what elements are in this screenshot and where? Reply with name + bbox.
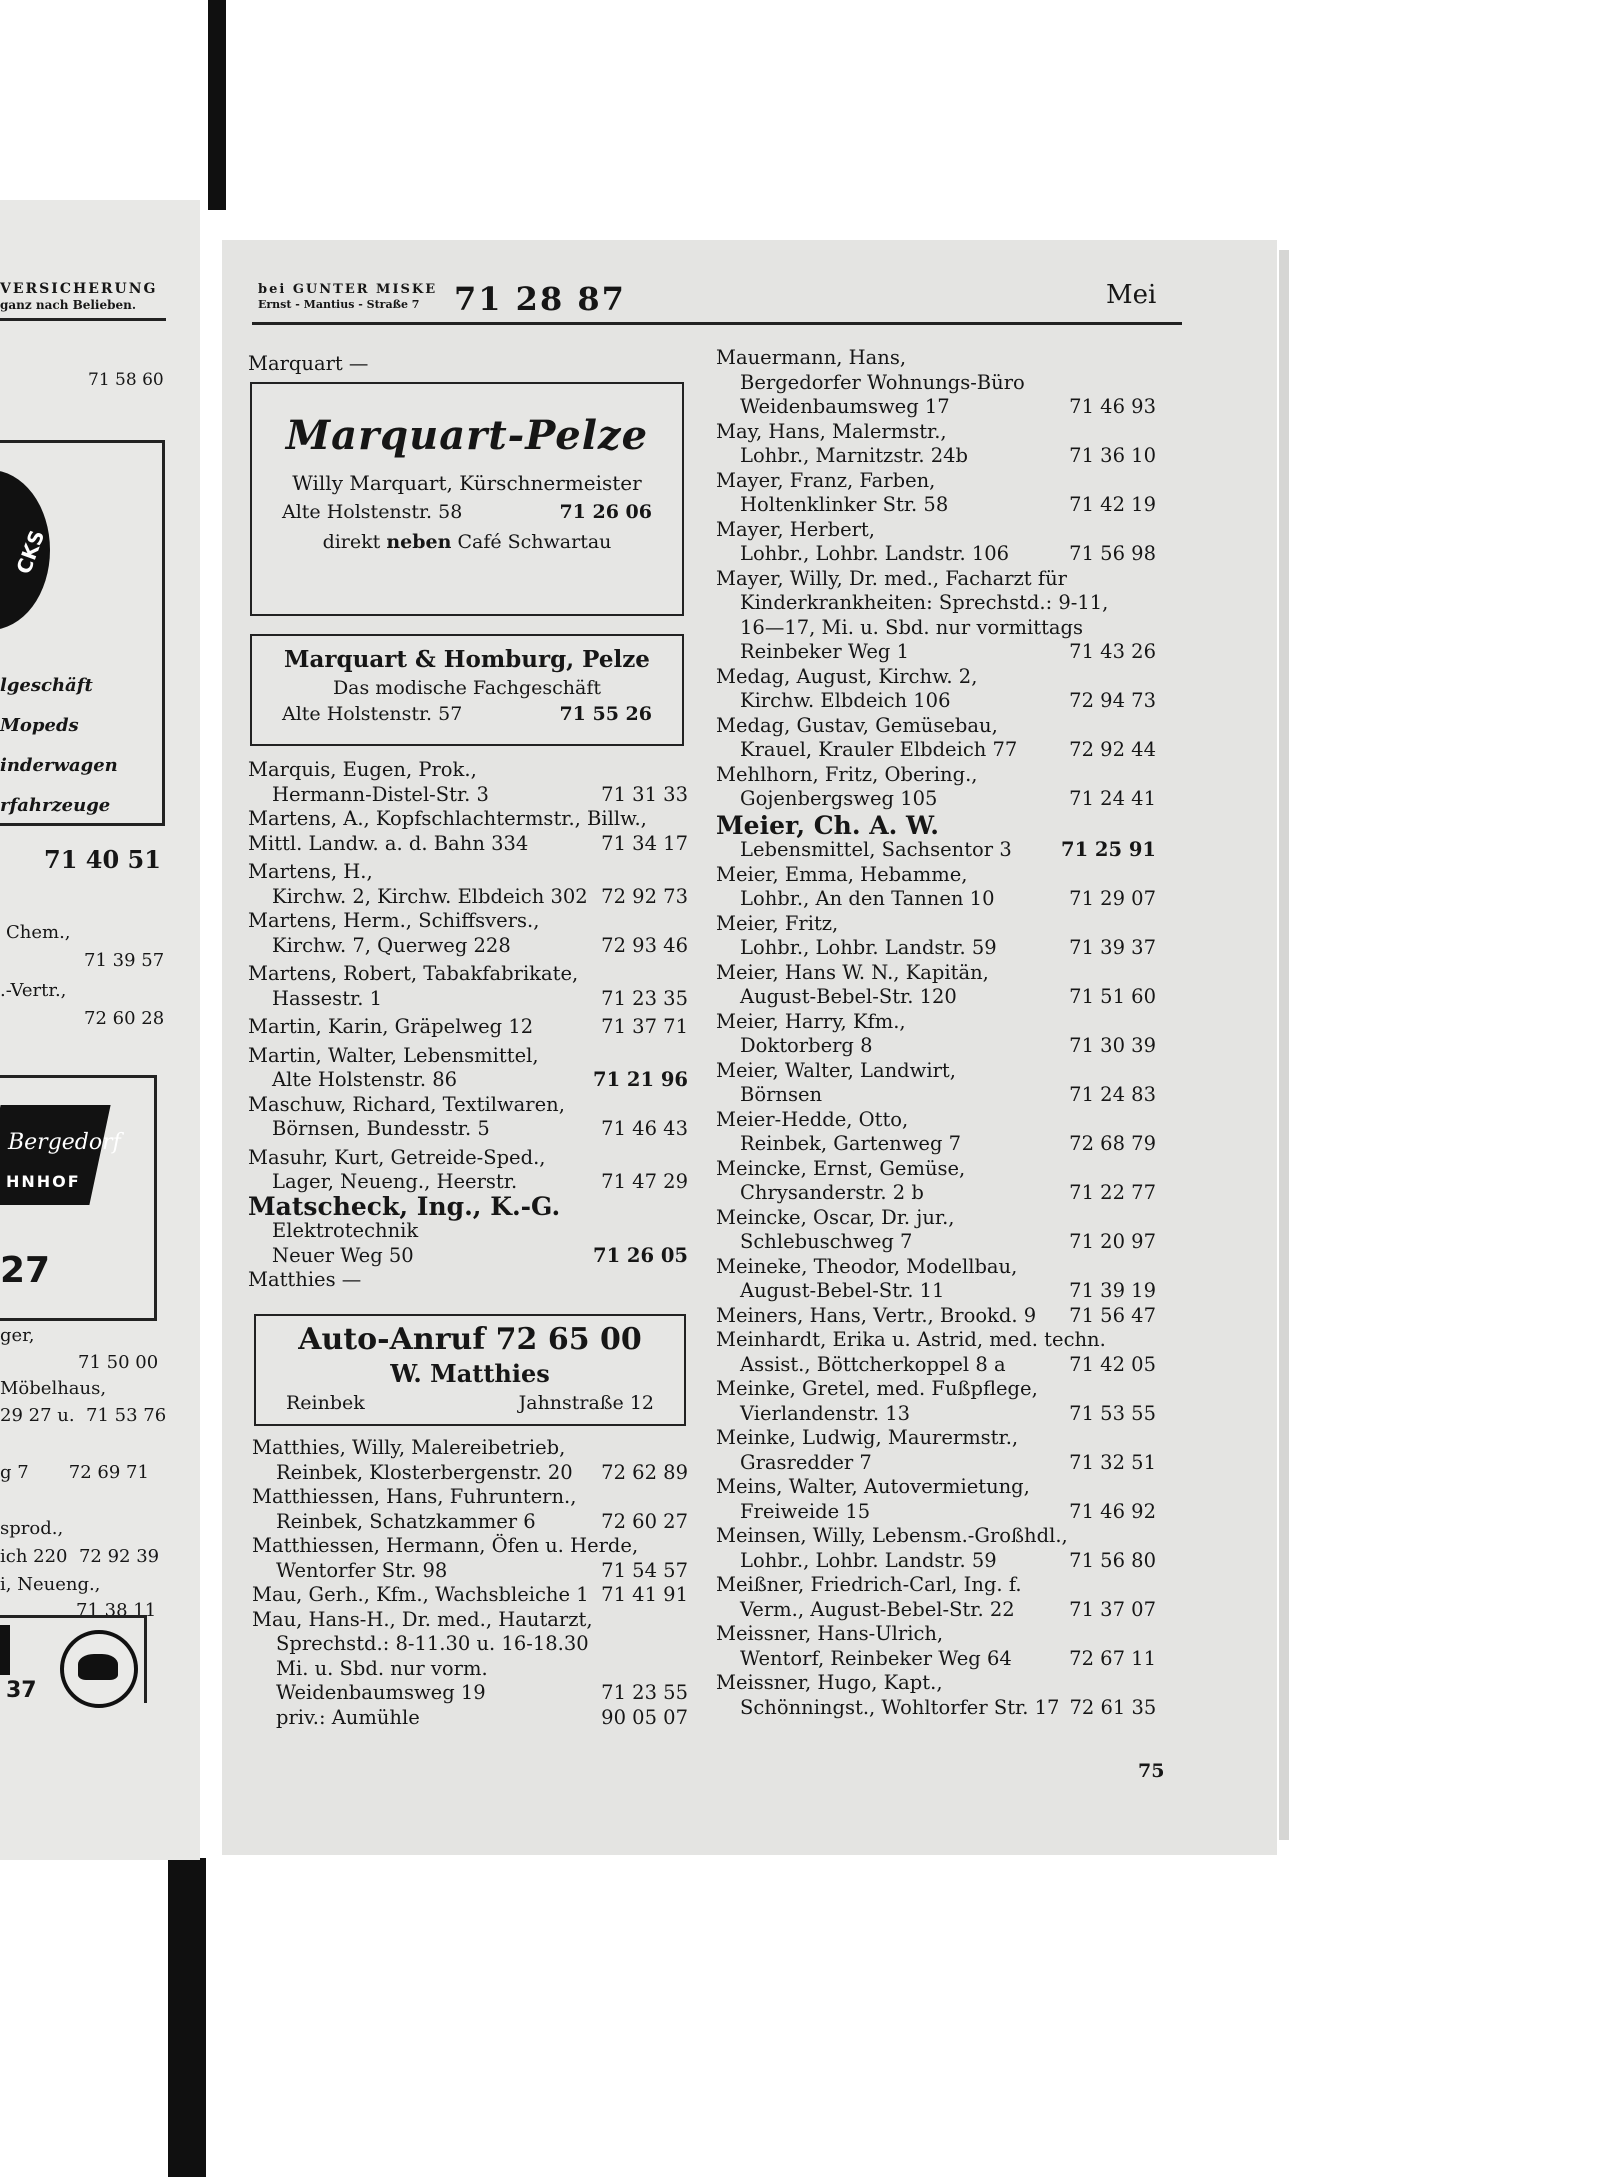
- entry-name: Mayer, Willy, Dr. med., Facharzt für: [716, 566, 1067, 590]
- entry-name: Mau, Gerh., Kfm., Wachsbleiche 1: [252, 1583, 589, 1606]
- entry-name: Martens, Herm., Schiffsvers.,: [248, 909, 540, 932]
- entry-phone: 71 37 07: [1069, 1597, 1156, 1621]
- ad-street: Jahnstraße 12: [518, 1392, 654, 1414]
- entry-detail: 16—17, Mi. u. Sbd. nur vormittags: [740, 615, 1084, 639]
- entry-detail: Mi. u. Sbd. nur vorm.: [276, 1656, 488, 1680]
- entry-phone: 72 60 27: [601, 1509, 688, 1533]
- entry-name: Meißner, Friedrich-Carl, Ing. f.: [716, 1573, 1022, 1596]
- entry-phone: 71 46 93: [1069, 395, 1156, 418]
- left-entry: .-Vertr.,: [0, 980, 67, 1001]
- left-entry: ger,: [0, 1325, 35, 1346]
- entry-address: Mittl. Landw. a. d. Bahn 334: [248, 831, 529, 855]
- entry-phone: 71 37 71: [601, 1015, 688, 1038]
- entry-address: Reinbeker Weg 1: [740, 640, 909, 663]
- entry-name: Martens, Robert, Tabakfabrikate,: [248, 962, 579, 985]
- entry-address: Kirchw. 2, Kirchw. Elbdeich 302: [272, 884, 588, 908]
- directory-entry: [716, 1157, 1156, 1206]
- ad-title: Marquart & Homburg, Pelze: [284, 646, 650, 673]
- sponsor-line1: bei GUNTER MISKE: [258, 282, 438, 297]
- marquart-pelze-ad: [250, 382, 684, 616]
- ad-line: Das modische Fachgeschäft: [332, 677, 602, 699]
- left-entry: 29 27 u. 71 53 76: [0, 1405, 167, 1426]
- entry-address: Lohbr., Lohbr. Landstr. 59: [740, 1548, 997, 1572]
- left-phone-top: 71 58 60: [88, 370, 164, 390]
- entry-address: Lebensmittel, Sachsentor 3: [740, 838, 1012, 861]
- entry-phone: 71 24 83: [1069, 1083, 1156, 1106]
- previous-page: [0, 200, 200, 1860]
- entry-name: Meiners, Hans, Vertr., Brookd. 9: [716, 1303, 1037, 1327]
- entry-phone: 71 42 05: [1069, 1352, 1156, 1376]
- entry-phone: 71 32 51: [1069, 1450, 1156, 1474]
- entry-name: Meier, Walter, Landwirt,: [716, 1058, 956, 1082]
- entry-name: May, Hans, Malermstr.,: [716, 419, 947, 443]
- left-ad-line: rfahrzeuge: [0, 795, 111, 816]
- entry-name: Marquis, Eugen, Prok.,: [248, 758, 477, 781]
- directory-entry: [252, 1608, 688, 1731]
- directory-entry: [248, 1268, 688, 1293]
- directory-entry: [716, 1328, 1156, 1377]
- entry-phone: 71 46 43: [601, 1117, 688, 1140]
- directory-entry: [248, 860, 688, 909]
- entry-address: Grasredder 7: [740, 1450, 872, 1474]
- entry-name: Meinsen, Willy, Lebensm.-Großhdl.,: [716, 1524, 1068, 1547]
- directory-entry: [252, 1583, 688, 1608]
- entry-name: Martens, A., Kopfschlachtermstr., Billw.,: [248, 807, 647, 830]
- directory-entry: [716, 469, 1156, 518]
- entry-name: Maschuw, Richard, Textilwaren,: [248, 1092, 565, 1116]
- entry-address: Lohbr., Marnitzstr. 24b: [740, 444, 969, 467]
- entry-phone: 71 56 47: [1069, 1303, 1156, 1327]
- entry-name: Mehlhorn, Fritz, Obering.,: [716, 762, 978, 786]
- left-entry: 71 39 57: [84, 950, 165, 971]
- entry-phone: 71 39 37: [1069, 936, 1156, 959]
- ad-text: Café Schwartau: [457, 531, 612, 553]
- entry-address: Börnsen: [740, 1083, 823, 1106]
- left-entry: Möbelhaus,: [0, 1378, 107, 1399]
- entry-address: Hermann-Distel-Str. 3: [272, 782, 489, 806]
- ad-city: Reinbek: [286, 1392, 365, 1414]
- box-number: 27: [0, 1250, 51, 1291]
- entry-address: Weidenbaumsweg 19: [276, 1681, 486, 1704]
- entry-name: Meins, Walter, Autovermietung,: [716, 1475, 1030, 1498]
- directory-entry: [716, 420, 1156, 469]
- entry-address: Hassestr. 1: [272, 986, 383, 1010]
- entry-name: Martens, H.,: [248, 860, 373, 883]
- entry-address: Lohbr., Lohbr. Landstr. 106: [740, 542, 1010, 565]
- entry-phone: 71 20 97: [1069, 1230, 1156, 1253]
- entry-address: Gojenbergsweg 105: [740, 787, 938, 810]
- entry-name: Meincke, Oscar, Dr. jur.,: [716, 1205, 955, 1229]
- entry-name: Medag, August, Kirchw. 2,: [716, 664, 978, 688]
- directory-entry: [716, 1573, 1156, 1622]
- entry-address: Freiweide 15: [740, 1499, 871, 1523]
- entry-address: Holtenklinker Str. 58: [740, 493, 949, 516]
- entry-phone: 71 43 26: [1069, 640, 1156, 663]
- entry-phone: 72 62 89: [601, 1460, 688, 1484]
- directory-entry: [248, 1191, 688, 1269]
- entry-phone: 71 41 91: [601, 1583, 688, 1606]
- entry-name: Matthies, Willy, Malereibetrieb,: [252, 1436, 566, 1459]
- ad-title: Marquart-Pelze: [285, 412, 649, 459]
- directory-entry: [252, 1436, 688, 1485]
- directory-entry: [716, 810, 1156, 863]
- entry-name: Meier, Hans W. N., Kapitän,: [716, 960, 989, 984]
- left-entry: 72 60 28: [84, 1008, 165, 1029]
- entry-address: August-Bebel-Str. 120: [740, 985, 957, 1008]
- directory-entry: [716, 1010, 1156, 1059]
- directory-entry: [248, 758, 688, 807]
- directory-entry: [716, 1524, 1156, 1573]
- entry-phone: 72 92 44: [1069, 738, 1156, 761]
- binding-strip: [208, 0, 226, 210]
- header-phone: 71 28 87: [454, 280, 626, 318]
- entry-phone: 71 22 77: [1069, 1181, 1156, 1204]
- entry-phone: 71 31 33: [601, 782, 688, 806]
- entry-address: priv.: Aumühle: [276, 1705, 420, 1729]
- entry-phone: 71 56 80: [1069, 1548, 1156, 1572]
- directory-entry: [248, 807, 688, 856]
- entry-address: Neuer Weg 50: [272, 1243, 414, 1267]
- directory-entry: [716, 912, 1156, 961]
- entry-name: Meineke, Theodor, Modellbau,: [716, 1254, 1018, 1278]
- entry-address: Lohbr., Lohbr. Landstr. 59: [740, 936, 997, 959]
- entry-name: Masuhr, Kurt, Getreide-Sped.,: [248, 1145, 546, 1169]
- entry-name: Mau, Hans-H., Dr. med., Hautarzt,: [252, 1607, 593, 1631]
- entry-address: Weidenbaumsweg 17: [740, 395, 950, 418]
- left-ad-line: inderwagen: [0, 755, 118, 776]
- entry-phone: 71 47 29: [601, 1170, 688, 1193]
- left-entry: sprod.,: [0, 1518, 64, 1539]
- entry-name: Matthiessen, Hans, Fuhruntern.,: [252, 1485, 577, 1508]
- directory-entry: [716, 1255, 1156, 1304]
- directory-entry: [716, 763, 1156, 812]
- directory-entry: [248, 962, 688, 1011]
- left-entry: 71 50 00: [78, 1352, 159, 1373]
- left-entry: ich 220 72 92 39: [0, 1546, 160, 1567]
- entry-phone: 71 54 57: [601, 1558, 688, 1582]
- left-header-rule: [0, 318, 166, 321]
- entry-address: Reinbek, Schatzkammer 6: [276, 1509, 536, 1533]
- entry-address: Börnsen, Bundesstr. 5: [272, 1117, 490, 1140]
- entry-phone: 72 68 79: [1069, 1132, 1156, 1155]
- ad-title: Auto-Anruf 72 65 00: [298, 1322, 642, 1357]
- entry-phone: 71 29 07: [1069, 887, 1156, 910]
- entry-address: August-Bebel-Str. 11: [740, 1279, 945, 1302]
- entry-address: Schönningst., Wohltorfer Str. 17: [740, 1695, 1060, 1719]
- entry-phone: 72 61 35: [1069, 1695, 1157, 1719]
- header-rule: [252, 322, 1182, 325]
- directory-page: [222, 240, 1277, 1855]
- entry-name: Martin, Karin, Gräpelweg 12: [248, 1015, 534, 1038]
- entry-address: Wentorf, Reinbeker Weg 64: [740, 1646, 1012, 1670]
- entry-phone: 71 46 92: [1069, 1499, 1156, 1523]
- entry-detail: Kinderkrankheiten: Sprechstd.: 9-11,: [740, 591, 1109, 614]
- entry-phone: 71 23 35: [601, 986, 688, 1010]
- page-edge: [1279, 250, 1289, 1840]
- directory-entry: [248, 1093, 688, 1142]
- directory-entry: [716, 665, 1156, 714]
- entry-reference: Matthies —: [248, 1268, 362, 1291]
- entry-phone: 71 53 55: [1069, 1401, 1156, 1425]
- catchword: Mei: [1106, 280, 1157, 310]
- entry-phone: 71 36 10: [1069, 444, 1156, 467]
- bahnhof-text: HNHOF: [6, 1172, 81, 1191]
- entry-phone: 71 23 55: [601, 1681, 688, 1704]
- entry-name: Mayer, Herbert,: [716, 517, 875, 541]
- entry-address: Schlebuschweg 7: [740, 1230, 913, 1253]
- auto-anruf-ad: [254, 1314, 686, 1426]
- entry-phone: 71 39 19: [1069, 1279, 1156, 1302]
- ad-phone: 71 55 26: [559, 703, 652, 725]
- directory-entry: [252, 1534, 688, 1583]
- entry-address: Wentorfer Str. 98: [276, 1558, 448, 1582]
- ad-address: Alte Holstenstr. 57: [282, 703, 463, 725]
- entry-phone: 71 24 41: [1069, 787, 1156, 810]
- directory-entry: [716, 1108, 1156, 1157]
- left-bar-mark: [0, 1625, 10, 1675]
- directory-entry: [716, 567, 1156, 665]
- directory-entry: [252, 1485, 688, 1534]
- bottom-number: 37: [6, 1678, 37, 1703]
- page-number: 75: [1138, 1760, 1165, 1782]
- entry-phone: 72 67 11: [1069, 1646, 1156, 1670]
- ad-phone: 71 26 06: [559, 501, 652, 523]
- entry-name: Matscheck, Ing., K.-G.: [248, 1191, 561, 1221]
- elephant-logo-icon: [60, 1630, 138, 1708]
- entry-detail: Bergedorfer Wohnungs-Büro: [740, 370, 1025, 394]
- entry-name: Medag, Gustav, Gemüsebau,: [716, 713, 998, 737]
- logo-text: CKS: [11, 526, 50, 578]
- entry-address: Assist., Böttcherkoppel 8 a: [740, 1352, 1006, 1376]
- left-ad-line: lgeschäft: [0, 675, 93, 696]
- entry-phone: 71 34 17: [601, 831, 688, 855]
- ad-name: W. Matthies: [390, 1359, 550, 1388]
- entries-column-a: [248, 758, 688, 1293]
- directory-entry: [248, 1015, 688, 1040]
- directory-entry: [716, 961, 1156, 1010]
- ad-text-bold: neben: [386, 531, 452, 553]
- entry-name: Meinhardt, Erika u. Astrid, med. techn.: [716, 1328, 1106, 1351]
- entry-phone: 71 26 05: [593, 1243, 688, 1267]
- entry-phone: 90 05 07: [601, 1705, 688, 1729]
- directory-entry: [248, 1044, 688, 1093]
- entry-address: Krauel, Krauler Elbdeich 77: [740, 738, 1018, 761]
- left-header-line2: ganz nach Belieben.: [0, 298, 137, 312]
- directory-entry: [716, 1304, 1156, 1329]
- entry-name: Mauermann, Hans,: [716, 346, 907, 369]
- entry-detail: Elektrotechnik: [272, 1219, 419, 1242]
- binding-strip: [168, 1858, 206, 2177]
- entry-address: Lager, Neueng., Heerstr.: [272, 1170, 518, 1193]
- directory-entry: [716, 1206, 1156, 1255]
- entry-detail: Sprechstd.: 8-11.30 u. 16-18.30: [276, 1632, 589, 1655]
- ad-address: Alte Holstenstr. 58: [282, 501, 463, 523]
- entry-phone: 72 94 73: [1069, 689, 1156, 712]
- directory-entry: [248, 1146, 688, 1195]
- marquart-homburg-ad: [250, 634, 684, 746]
- directory-entry: [716, 1622, 1156, 1671]
- entry-phone: 71 25 91: [1061, 838, 1156, 861]
- directory-entry: [248, 909, 688, 958]
- directory-entry: [716, 1377, 1156, 1426]
- entry-address: Kirchw. Elbdeich 106: [740, 689, 951, 712]
- entry-phone: 71 30 39: [1069, 1034, 1156, 1057]
- directory-entry: [716, 1671, 1156, 1720]
- entry-address: Doktorberg 8: [740, 1034, 873, 1057]
- directory-entry: [716, 518, 1156, 567]
- entry-name: Meinke, Gretel, med. Fußpflege,: [716, 1377, 1038, 1400]
- entry-address: Lohbr., An den Tannen 10: [740, 887, 995, 910]
- entry-phone: 72 92 73: [601, 884, 688, 908]
- entries-column-c: [716, 346, 1156, 1720]
- entry-address: Chrysanderstr. 2 b: [740, 1181, 924, 1204]
- entry-address: Reinbek, Klosterbergenstr. 20: [276, 1460, 573, 1484]
- entry-name: Meier, Emma, Hebamme,: [716, 862, 968, 886]
- entry-name: Meier, Fritz,: [716, 911, 839, 935]
- entry-name: Meissner, Hugo, Kapt.,: [716, 1671, 943, 1694]
- bergedorf-text: Bergedorf: [8, 1130, 121, 1155]
- entry-phone: 72 93 46: [601, 933, 688, 957]
- left-entry: Chem.,: [6, 922, 71, 943]
- entry-phone: 71 51 60: [1069, 985, 1156, 1008]
- entry-phone: 71 42 19: [1069, 493, 1156, 516]
- entry-phone: 71 21 96: [593, 1068, 688, 1091]
- entry-phone: 71 56 98: [1069, 542, 1156, 565]
- entry-address: Alte Holstenstr. 86: [272, 1068, 458, 1091]
- entry-address: Reinbek, Gartenweg 7: [740, 1132, 962, 1155]
- directory-entry: [716, 1426, 1156, 1475]
- left-entry: i, Neueng.,: [0, 1574, 101, 1595]
- left-ad-phone: 71 40 51: [44, 845, 161, 874]
- left-entry: g 7 72 69 71: [0, 1462, 149, 1483]
- entry-address: Vierlandenstr. 13: [740, 1401, 911, 1425]
- entry-name: Meissner, Hans-Ulrich,: [716, 1622, 944, 1645]
- directory-entry: [716, 1475, 1156, 1524]
- entry-address: Verm., August-Bebel-Str. 22: [740, 1597, 1015, 1621]
- entry-name: Meier-Hedde, Otto,: [716, 1107, 909, 1131]
- marquart-reference: Marquart —: [248, 352, 369, 375]
- sponsor-line2: Ernst - Mantius - Straße 7: [258, 298, 420, 311]
- left-ad-line: Mopeds: [0, 715, 79, 736]
- directory-entry: [716, 714, 1156, 763]
- ad-text: direkt: [322, 531, 381, 553]
- ad-line: Willy Marquart, Kürschnermeister: [292, 471, 642, 495]
- directory-entry: [716, 1059, 1156, 1108]
- entry-name: Martin, Walter, Lebensmittel,: [248, 1043, 539, 1067]
- left-header-line1: VERSICHERUNG: [0, 281, 158, 297]
- entry-name: Meier, Ch. A. W.: [716, 810, 939, 840]
- directory-entry: [716, 346, 1156, 420]
- entry-name: Matthiessen, Hermann, Öfen u. Herde,: [252, 1534, 639, 1557]
- entry-name: Mayer, Franz, Farben,: [716, 468, 936, 492]
- entries-column-b: [252, 1436, 688, 1730]
- entry-address: Kirchw. 7, Querweg 228: [272, 933, 511, 957]
- entry-name: Meincke, Ernst, Gemüse,: [716, 1156, 966, 1180]
- left-entry: 71 38 11: [76, 1600, 157, 1621]
- entry-name: Meier, Harry, Kfm.,: [716, 1009, 906, 1033]
- entry-name: Meinke, Ludwig, Maurermstr.,: [716, 1426, 1019, 1449]
- directory-entry: [716, 863, 1156, 912]
